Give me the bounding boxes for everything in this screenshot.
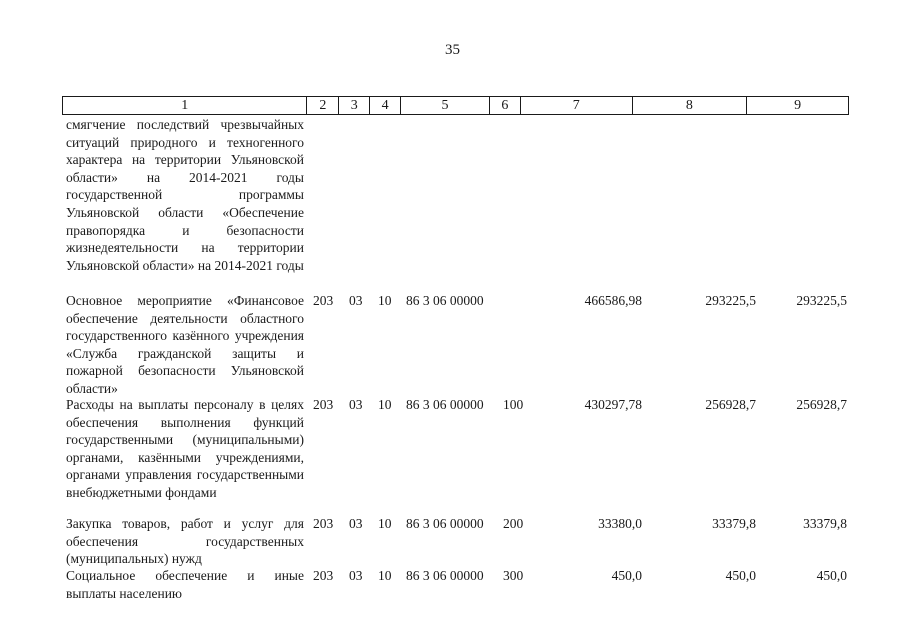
cell-col-7: 450,0 xyxy=(611,568,642,583)
cell-col-4: 10 xyxy=(378,397,392,412)
header-col-5: 5 xyxy=(401,97,490,114)
cell-col-6: 100 xyxy=(503,397,524,412)
cell-col-8: 256928,7 xyxy=(705,397,756,412)
header-col-2: 2 xyxy=(307,97,339,114)
cell-col-5: 86 3 06 00000 xyxy=(406,293,484,308)
cell-col-6: 300 xyxy=(503,568,524,583)
cell-col-7: 430297,78 xyxy=(584,397,642,412)
cell-col-2: 203 xyxy=(313,568,334,583)
table-header xyxy=(62,96,849,115)
header-col-3: 3 xyxy=(339,97,370,114)
cell-col-9: 293225,5 xyxy=(796,293,847,308)
cell-col-4: 10 xyxy=(378,568,392,583)
cell-col-3: 03 xyxy=(349,397,363,412)
cell-col-7: 466586,98 xyxy=(584,293,642,308)
header-col-8: 8 xyxy=(633,97,748,114)
cell-col-9: 450,0 xyxy=(816,568,847,583)
cell-col-3: 03 xyxy=(349,293,363,308)
header-col-6: 6 xyxy=(490,97,521,114)
cell-col-5: 86 3 06 00000 xyxy=(406,516,484,531)
cell-col-7: 33380,0 xyxy=(598,516,642,531)
row-description: Основное мероприятие «Финансовое обеспечение деятельности областного государственного казённого учреждения «Служба гражданской защиты и пожарной безопасности Ульяновской области» xyxy=(66,293,304,396)
row-description: Социальное обеспечение и иные выплаты населению xyxy=(66,568,304,601)
header-col-7: 7 xyxy=(521,97,633,114)
cell-col-8: 293225,5 xyxy=(705,293,756,308)
row-description: Расходы на выплаты персоналу в целях обеспечения выполнения функций государственными (муниципальными) органами, казёнными учреждениями, органами управления государственными внебюджетными фондами xyxy=(66,397,304,500)
cell-col-3: 03 xyxy=(349,516,363,531)
page-number: 35 xyxy=(445,42,460,58)
cell-col-2: 203 xyxy=(313,397,334,412)
cell-col-8: 450,0 xyxy=(725,568,756,583)
cell-col-3: 03 xyxy=(349,568,363,583)
header-col-9: 9 xyxy=(794,98,802,113)
row-description: Закупка товаров, работ и услуг для обеспечения государственных (муниципальных) нужд xyxy=(66,516,304,567)
row-description: смягчение последствий чрезвычайных ситуаций природного и техногенного характера на территории Ульяновской области» на 2014-2021 годы государственной программы Ульяновской области «Обеспечение правопорядка и безопасности жизнедеятельности на территории Ульяновской области» на 2014-2021 годы xyxy=(66,117,304,273)
cell-col-8: 33379,8 xyxy=(712,516,756,531)
header-col-1: 1 xyxy=(63,97,307,114)
cell-col-2: 203 xyxy=(313,293,334,308)
cell-col-4: 10 xyxy=(378,516,392,531)
cell-col-4: 10 xyxy=(378,293,392,308)
cell-col-5: 86 3 06 00000 xyxy=(406,568,484,583)
cell-col-9: 256928,7 xyxy=(796,397,847,412)
cell-col-2: 203 xyxy=(313,516,334,531)
header-col-4: 4 xyxy=(370,97,401,114)
cell-col-5: 86 3 06 00000 xyxy=(406,397,484,412)
cell-col-9: 33379,8 xyxy=(803,516,847,531)
cell-col-6: 200 xyxy=(503,516,524,531)
